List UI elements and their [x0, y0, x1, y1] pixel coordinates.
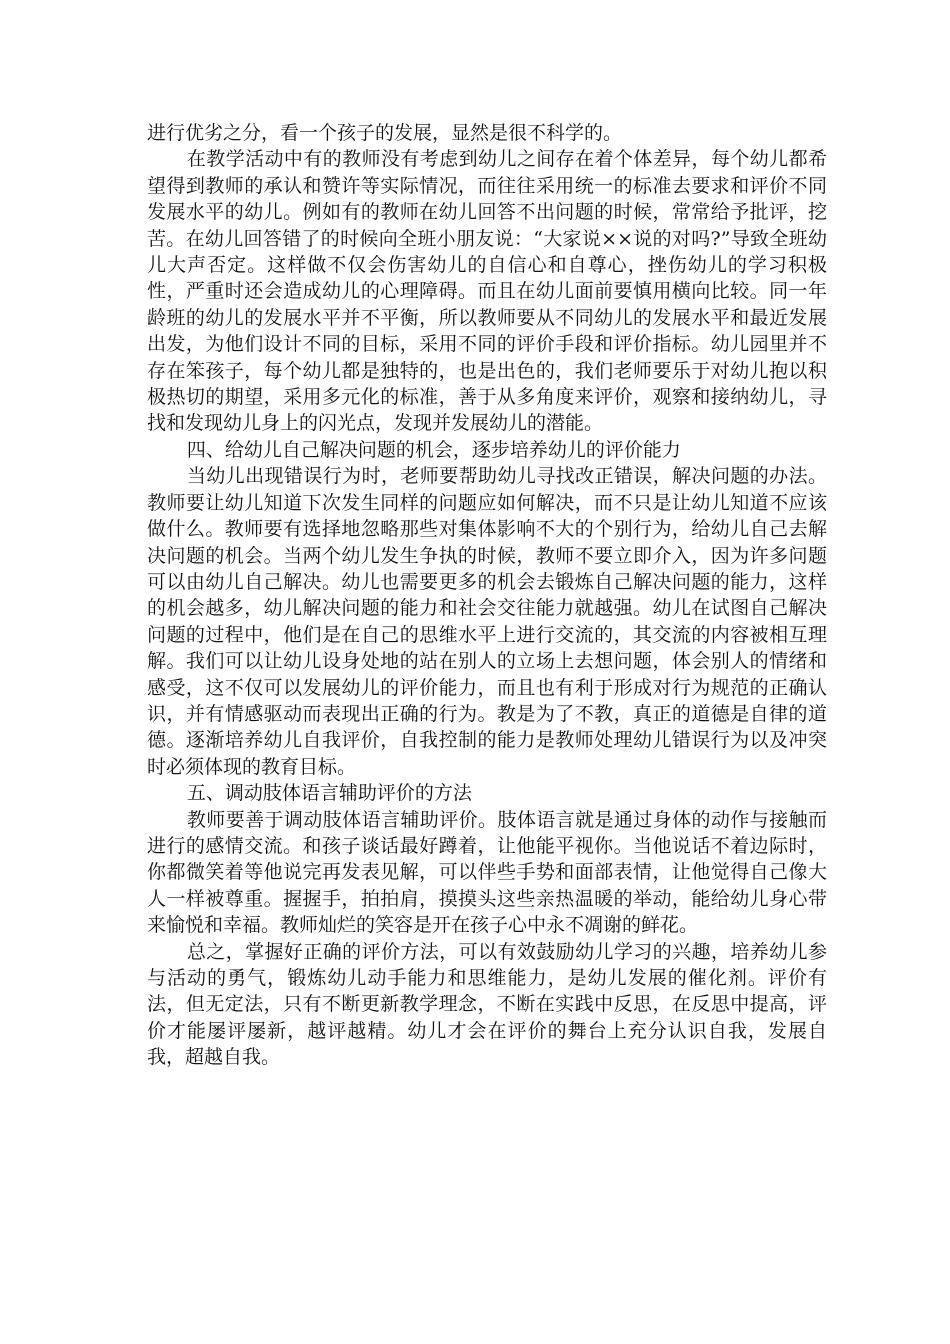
- paragraph-body-language: 教师要善于调动肢体语言辅助评价。肢体语言就是通过身体的动作与接触而进行的感情交流。和孩子谈话最好蹲着，让他能平视你。当他说话不着边际时，你都微笑着等他说完再发表见解，可以伴些手势和面部表情，让他觉得自己像大人一样被尊重。握握手，拍拍肩，摸摸头这些亲热温暖的举动，能给幼儿身心带来愉悦和幸福。教师灿烂的笑容是开在孩子心中永不凋谢的鲜花。: [147, 808, 827, 937]
- paragraph-problem-solving: 当幼儿出现错误行为时，老师要帮助幼儿寻找改正错误，解决问题的办法。教师要让幼儿知道下次发生同样的问题应如何解决，而不只是让幼儿知道不应该做什么。教师要有选择地忽略那些对集体影响不大的个别行为，给幼儿自己去解决问题的机会。当两个幼儿发生争执的时候，教师不要立即介入，因为许多问题可以由幼儿自己解决。幼儿也需要更多的机会去锻炼自己解决问题的能力，这样的机会越多，幼儿解决问题的能力和社会交往能力就越强。幼儿在试图自己解决问题的过程中，他们是在自己的思维水平上进行交流的，其交流的内容被相互理解。我们可以让幼儿设身处地的站在别人的立场上去想问题，体会别人的情绪和感受，这不仅可以发展幼儿的评价能力，而且也有利于形成对行为规范的正确认识，并有情感驱动而表现出正确的行为。教是为了不教，真正的道德是自律的道德。逐渐培养幼儿自我评价，自我控制的能力是教师处理幼儿错误行为以及冲突时必须体现的教育目标。: [147, 465, 827, 778]
- section-heading-4: 四、给幼儿自己解决问题的机会，逐步培养幼儿的评价能力: [186, 438, 681, 461]
- paragraph-conclusion: 总之，掌握好正确的评价方法，可以有效鼓励幼儿学习的兴趣，培养幼儿参与活动的勇气，锻炼幼儿动手能力和思维能力，是幼儿发展的催化剂。评价有法，但无定法，只有不断更新教学理念，不断在实践中反思，在反思中提高，评价才能屡评屡新，越评越精。幼儿才会在评价的舞台上充分认识自我，发展自我，超越自我。: [147, 940, 827, 1069]
- document-page: [147, 120, 827, 1071]
- paragraph-continued: 进行优劣之分，看一个孩子的发展，显然是很不科学的。: [147, 122, 623, 144]
- paragraph-individual-differences: 在教学活动中有的教师没有考虑到幼儿之间存在着个体差异，每个幼儿都希望得到教师的承认和赞许等实际情况，而往往采用统一的标准去要求和评价不同发展水平的幼儿。例如有的教师在幼儿回答不出问题的时候，常常给予批评，挖苦。在幼儿回答错了的时候向全班小朋友说：“大家说××说的对吗?”导致全班幼儿大声否定。这样做不仅会伤害幼儿的自信心和自尊心，挫伤幼儿的学习积极性，严重时还会造成幼儿的心理障碍。而且在幼儿面前要慎用横向比较。同一年龄班的幼儿的发展水平并不平衡，所以教师要从不同幼儿的发展水平和最近发展出发，为他们设计不同的目标，采用不同的评价手段和评价指标。幼儿园里并不存在笨孩子，每个幼儿都是独特的，也是出色的，我们老师要乐于对幼儿抱以积极热切的期望，采用多元化的标准，善于从多角度来评价，观察和接纳幼儿，寻找和发现幼儿身上的闪光点，发现并发展幼儿的潜能。: [147, 148, 827, 435]
- section-heading-5: 五、调动肢体语言辅助评价的方法: [186, 782, 472, 805]
